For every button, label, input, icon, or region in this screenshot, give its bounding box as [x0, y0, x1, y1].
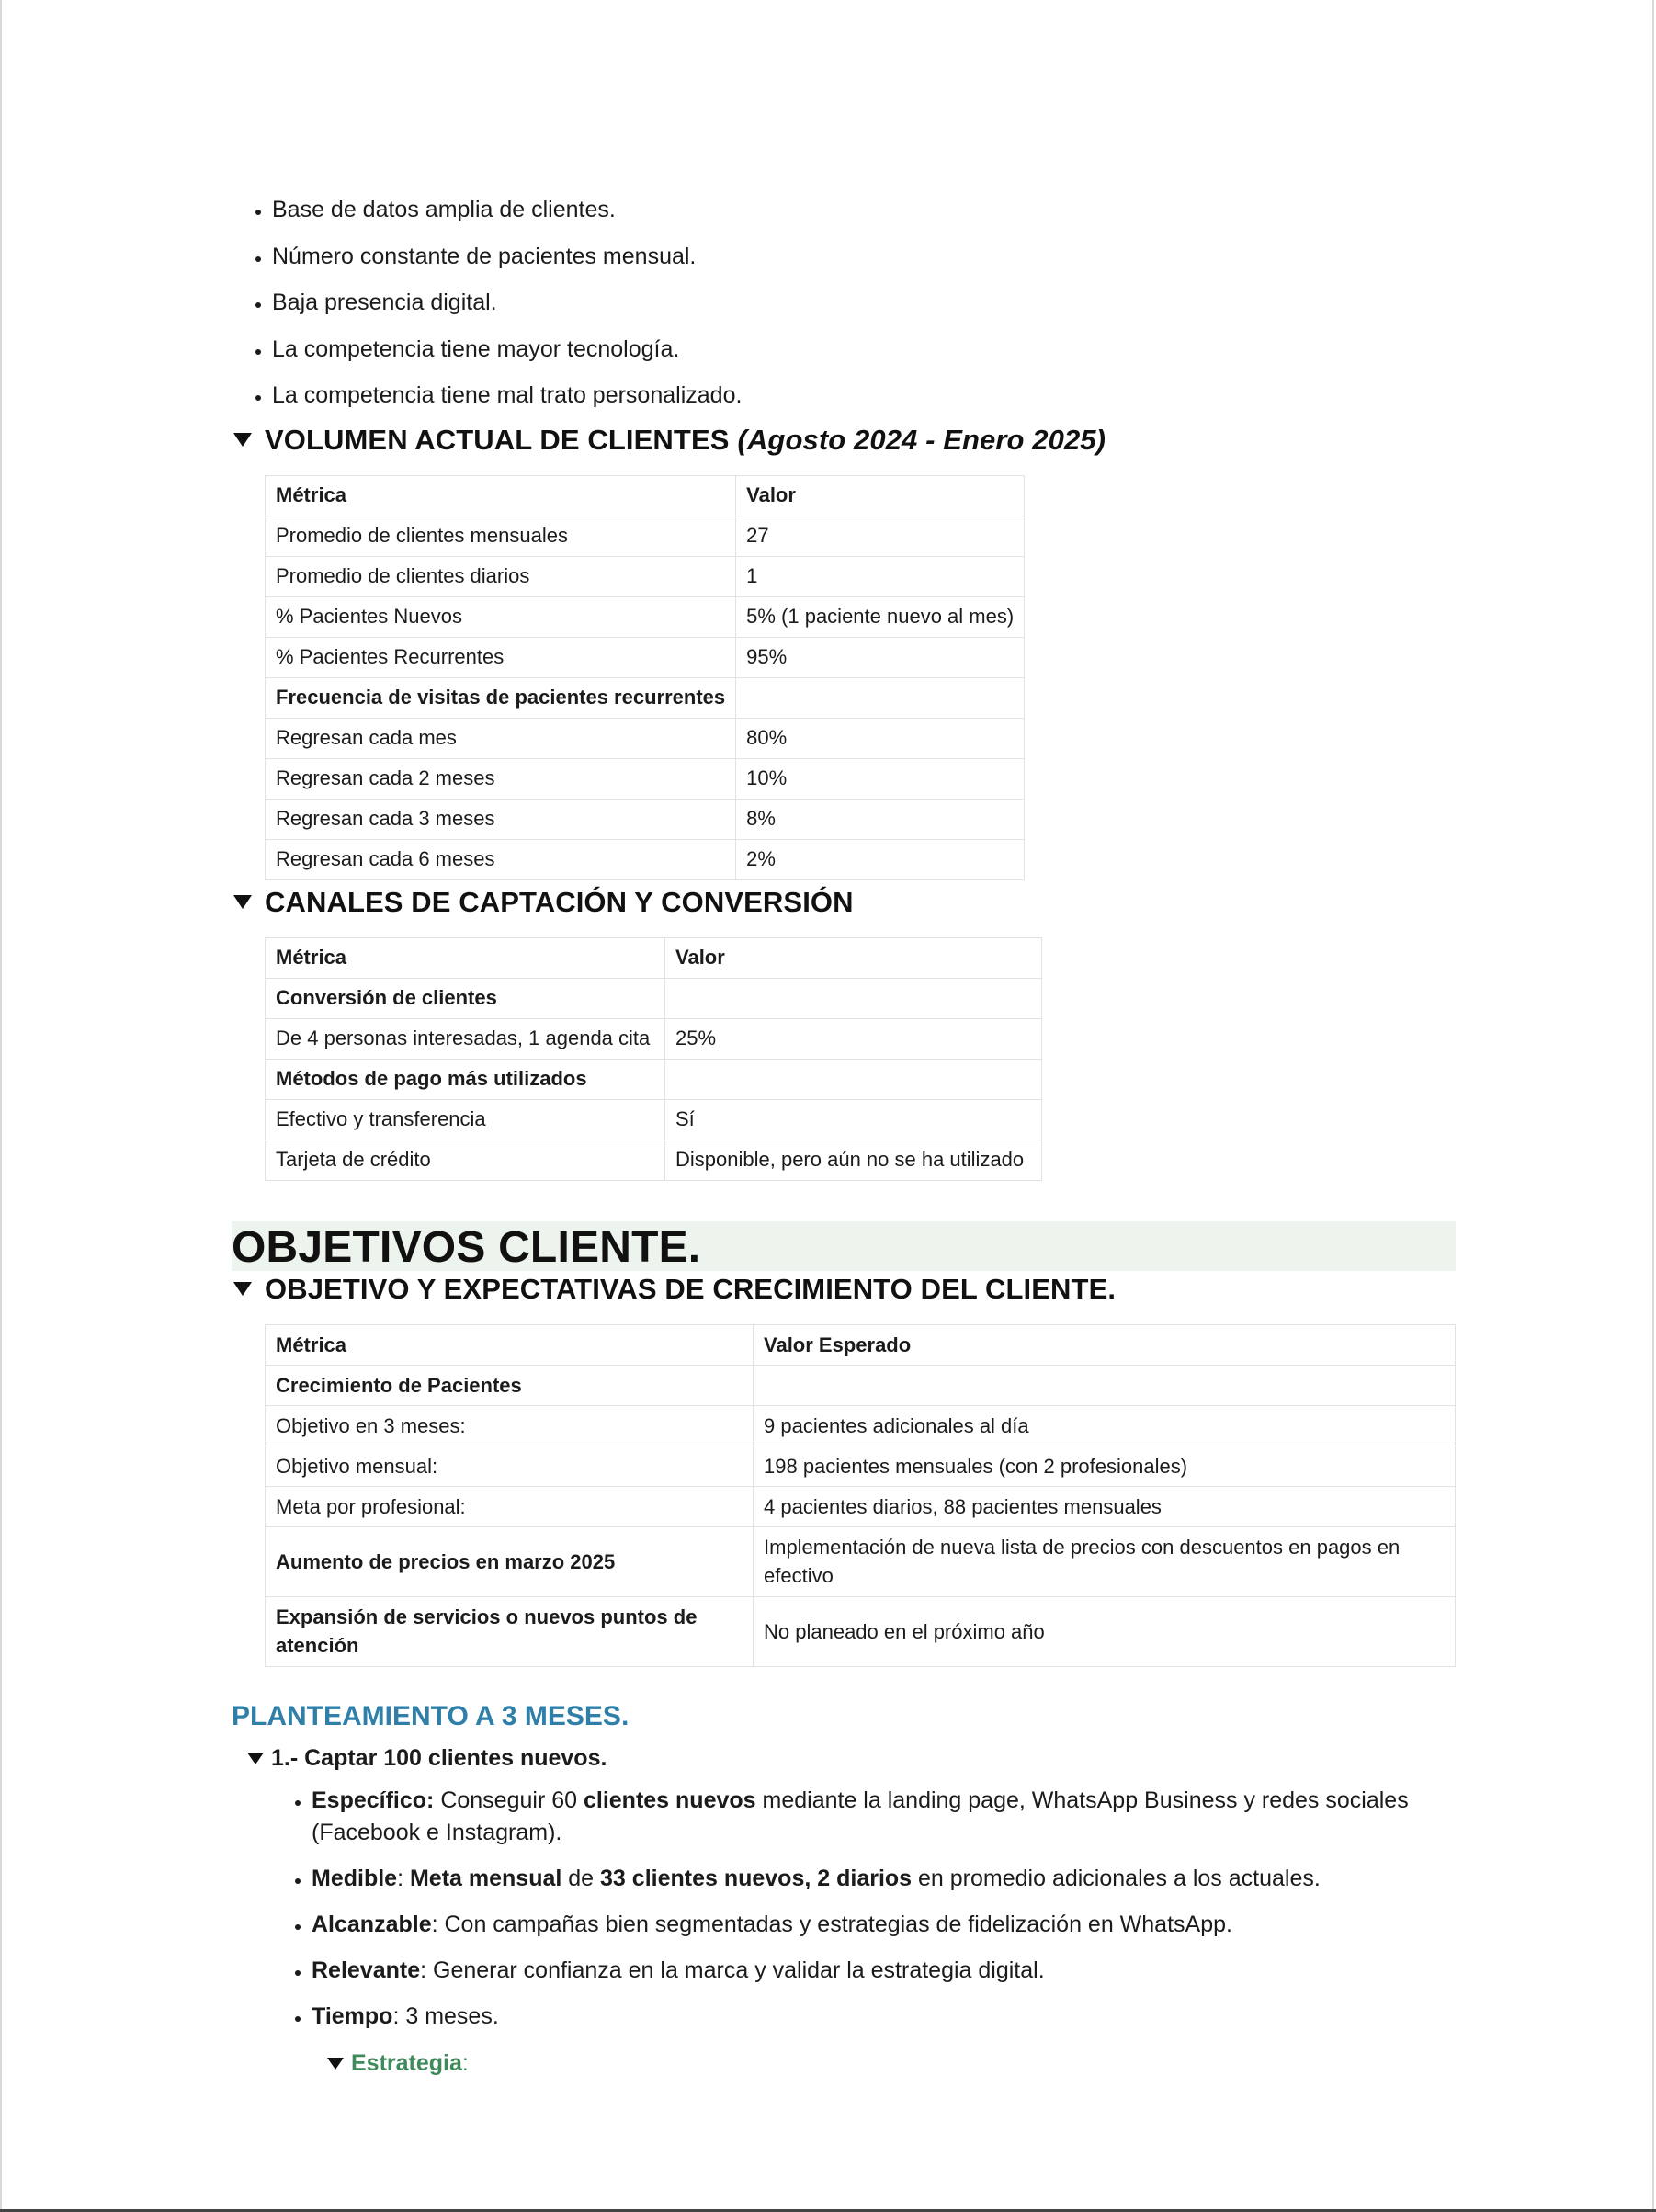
list-item: • Base de datos amplia de clientes. [272, 193, 1456, 226]
toggle-goal-1[interactable] [247, 1739, 1456, 1779]
table-cell: Regresan cada mes [266, 718, 736, 758]
table-row [266, 677, 1025, 718]
table-cell: De 4 personas interesadas, 1 agenda cita [266, 1018, 665, 1059]
medible-bold: 33 clientes nuevos, 2 diarios [600, 1865, 913, 1891]
table-cell: Objetivo mensual: [266, 1446, 754, 1486]
list-item-especifico [312, 1785, 1456, 1849]
table-row [266, 1365, 1456, 1405]
table-cell [754, 1365, 1456, 1405]
table-row [266, 978, 1042, 1018]
table-row [266, 1140, 1042, 1180]
volumen-table [265, 475, 1025, 880]
objetivos-title: OBJETIVOS CLIENTE. [232, 1221, 1456, 1271]
list-item: • Baja presencia digital. [272, 286, 1456, 319]
table-row [266, 839, 1025, 879]
table-cell: Regresan cada 3 meses [266, 799, 736, 839]
canales-heading: CANALES DE CAPTACIÓN Y CONVERSIÓN [265, 885, 854, 918]
table-cell: Frecuencia de visitas de pacientes recurrentes [266, 677, 736, 718]
table-row [266, 1099, 1042, 1140]
table-row [266, 758, 1025, 799]
table-cell: No planeado en el próximo año [754, 1596, 1456, 1666]
medible-text: en promedio adicionales a los actuales. [912, 1865, 1321, 1891]
table-cell: 4 pacientes diarios, 88 pacientes mensuales [754, 1486, 1456, 1526]
tiempo-text: : 3 meses. [392, 2002, 499, 2029]
volumen-heading-period: (Agosto 2024 - Enero 2025) [737, 423, 1106, 456]
table-header-row [266, 1324, 1456, 1365]
toggle-volumen[interactable] [232, 418, 1456, 462]
table-row [266, 1526, 1456, 1596]
toggle-canales[interactable] [232, 880, 1456, 925]
table-row [266, 1486, 1456, 1526]
table-cell: Aumento de precios en marzo 2025 [266, 1526, 754, 1596]
table-header-cell: Métrica [266, 937, 665, 978]
table-cell: % Pacientes Recurrentes [266, 637, 736, 677]
table-cell: 2% [736, 839, 1025, 879]
table-cell: Objetivo en 3 meses: [266, 1405, 754, 1446]
table-cell: 9 pacientes adicionales al día [754, 1405, 1456, 1446]
toggle-triangle-icon[interactable] [247, 1753, 264, 1764]
list-item-relevante [312, 1955, 1456, 1987]
especifico-text: Conseguir 60 [434, 1787, 584, 1813]
table-cell: Meta por profesional: [266, 1486, 754, 1526]
table-row [266, 1059, 1042, 1099]
table-row [266, 1596, 1456, 1666]
table-cell: 5% (1 paciente nuevo al mes) [736, 596, 1025, 637]
relevante-text: : Generar confianza en la marca y validar la estrategia digital. [420, 1957, 1045, 1983]
table-cell: 95% [736, 637, 1025, 677]
tiempo-label: Tiempo [312, 2002, 393, 2029]
table-cell: 1 [736, 556, 1025, 596]
table-cell: % Pacientes Nuevos [266, 596, 736, 637]
table-cell: Disponible, pero aún no se ha utilizado [665, 1140, 1042, 1180]
table-header-cell: Valor [665, 937, 1042, 978]
table-row [266, 637, 1025, 677]
estrategia-label: Estrategia [351, 2050, 462, 2076]
list-item: • Número constante de pacientes mensual. [272, 240, 1456, 273]
table-cell: Regresan cada 6 meses [266, 839, 736, 879]
table-cell [665, 978, 1042, 1018]
table-cell [736, 677, 1025, 718]
table-cell: Efectivo y transferencia [266, 1099, 665, 1140]
toggle-triangle-icon[interactable] [327, 2058, 344, 2070]
volumen-heading: VOLUMEN ACTUAL DE CLIENTES [265, 423, 730, 456]
table-cell: 198 pacientes mensuales (con 2 profesionales) [754, 1446, 1456, 1486]
medible-text: : [397, 1865, 410, 1891]
table-cell: Tarjeta de crédito [266, 1140, 665, 1180]
objetivos-heading: OBJETIVO Y EXPECTATIVAS DE CRECIMIENTO DEL CLIENTE. [265, 1272, 1117, 1305]
list-item-tiempo [312, 2001, 1456, 2033]
canales-table [265, 937, 1042, 1181]
list-item: • La competencia tiene mal trato personalizado. [272, 379, 1456, 412]
table-cell: Conversión de clientes [266, 978, 665, 1018]
table-cell: Expansión de servicios o nuevos puntos de atención [266, 1596, 754, 1666]
toggle-objetivos[interactable] [232, 1267, 1456, 1311]
table-header-cell: Métrica [266, 475, 736, 516]
medible-label: Medible [312, 1865, 398, 1891]
toggle-triangle-icon[interactable] [233, 1282, 252, 1296]
planteamiento-title: PLANTEAMIENTO A 3 MESES. [232, 1700, 630, 1731]
list-item: • La competencia tiene mayor tecnología. [272, 333, 1456, 366]
table-row [266, 1018, 1042, 1059]
table-row [266, 718, 1025, 758]
alcanzable-text: : Con campañas bien segmentadas y estrategias de fidelización en WhatsApp. [431, 1911, 1232, 1937]
intro-bullet-list [232, 193, 1456, 412]
table-cell: Métodos de pago más utilizados [266, 1059, 665, 1099]
especifico-text: mediante la landing page, WhatsApp Business y redes sociales (Facebook e Instagram). [312, 1787, 1409, 1845]
table-header-cell: Valor Esperado [754, 1324, 1456, 1365]
document-content [232, 193, 1456, 2082]
especifico-bold: clientes nuevos [583, 1787, 756, 1813]
list-item-alcanzable [312, 1909, 1456, 1941]
table-cell: Sí [665, 1099, 1042, 1140]
table-header-cell: Valor [736, 475, 1025, 516]
table-row [266, 556, 1025, 596]
relevante-label: Relevante [312, 1957, 421, 1983]
table-cell: Crecimiento de Pacientes [266, 1365, 754, 1405]
alcanzable-label: Alcanzable [312, 1911, 432, 1937]
table-cell: 80% [736, 718, 1025, 758]
medible-bold: Meta mensual [409, 1865, 562, 1891]
table-cell: 10% [736, 758, 1025, 799]
table-row [266, 799, 1025, 839]
table-header-row [266, 937, 1042, 978]
table-cell: Implementación de nueva lista de precios con descuentos en pagos en efectivo [754, 1526, 1456, 1596]
medible-text: de [561, 1865, 601, 1891]
table-header-cell: Métrica [266, 1324, 754, 1365]
table-cell: 8% [736, 799, 1025, 839]
list-item-medible [312, 1863, 1456, 1895]
table-row [266, 516, 1025, 556]
table-cell: 27 [736, 516, 1025, 556]
toggle-estrategia[interactable] [327, 2047, 1456, 2082]
table-cell [665, 1059, 1042, 1099]
especifico-label: Específico: [312, 1787, 435, 1813]
table-row [266, 596, 1025, 637]
smart-criteria-list [232, 1785, 1456, 2033]
estrategia-colon: : [461, 2050, 469, 2076]
toggle-triangle-icon[interactable] [233, 895, 252, 909]
toggle-triangle-icon[interactable] [233, 433, 252, 447]
table-cell: Promedio de clientes mensuales [266, 516, 736, 556]
table-header-row [266, 475, 1025, 516]
objetivos-table [265, 1324, 1456, 1667]
table-cell: Regresan cada 2 meses [266, 758, 736, 799]
table-cell: 25% [665, 1018, 1042, 1059]
table-cell: Promedio de clientes diarios [266, 556, 736, 596]
table-row [266, 1405, 1456, 1446]
table-row [266, 1446, 1456, 1486]
goal-1-label: 1.- Captar 100 clientes nuevos. [271, 1745, 607, 1771]
